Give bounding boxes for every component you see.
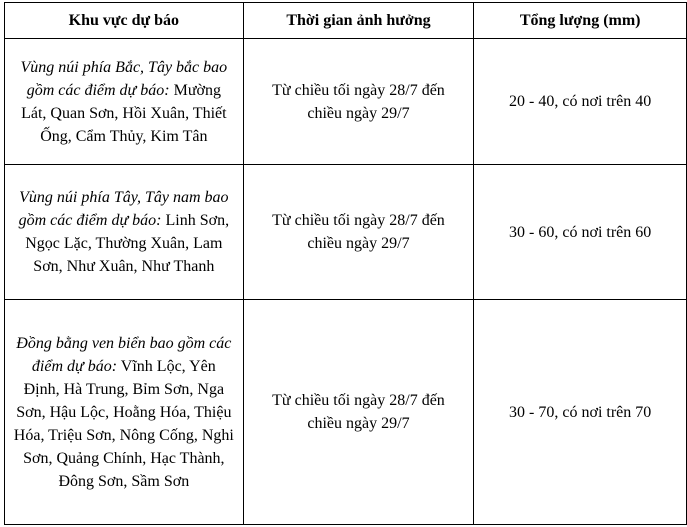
region-intro: Vùng núi phía Bắc, Tây bắc bao gồm các điểm dự báo: bbox=[20, 58, 228, 99]
amount-cell: 20 - 40, có nơi trên 40 bbox=[474, 39, 687, 165]
region-places: Vĩnh Lộc, Yên Định, Hà Trung, Bỉm Sơn, Nga Sơn, Hậu Lộc, Hoằng Hóa, Thiệu Hóa, Triệu Sơn, Nông Cống, Nghi Sơn, Quảng Chính, Hạc Thành, Đông Sơn, Sầm Sơn bbox=[13, 357, 234, 490]
region-cell bbox=[5, 300, 244, 525]
table-row bbox=[5, 165, 687, 300]
forecast-table bbox=[4, 2, 687, 525]
table-row bbox=[5, 39, 687, 165]
region-places: Mường Lát, Quan Sơn, Hồi Xuân, Thiết Ống, Cẩm Thủy, Kim Tân bbox=[21, 81, 227, 145]
header-time: Thời gian ảnh hưởng bbox=[243, 3, 474, 39]
region-intro: Vùng núi phía Tây, Tây nam bao gồm các điểm dự báo: bbox=[18, 189, 229, 229]
header-amount: Tổng lượng (mm) bbox=[474, 3, 687, 39]
table-row bbox=[5, 300, 687, 525]
region-cell bbox=[5, 39, 244, 165]
amount-cell: 30 - 70, có nơi trên 70 bbox=[474, 300, 687, 525]
region-cell bbox=[5, 165, 244, 300]
time-cell: Từ chiều tối ngày 28/7 đến chiều ngày 29/7 bbox=[243, 165, 474, 300]
amount-cell: 30 - 60, có nơi trên 60 bbox=[474, 165, 687, 300]
time-cell: Từ chiều tối ngày 28/7 đến chiều ngày 29/7 bbox=[243, 300, 474, 525]
region-places: Linh Sơn, Ngọc Lặc, Thường Xuân, Lam Sơn, Như Xuân, Như Thanh bbox=[25, 212, 230, 275]
table-header-row bbox=[5, 3, 687, 39]
region-intro: Đồng bằng ven biển bao gồm các điểm dự báo: bbox=[16, 334, 232, 375]
header-region: Khu vực dự báo bbox=[5, 3, 244, 39]
time-cell: Từ chiều tối ngày 28/7 đến chiều ngày 29/7 bbox=[243, 39, 474, 165]
